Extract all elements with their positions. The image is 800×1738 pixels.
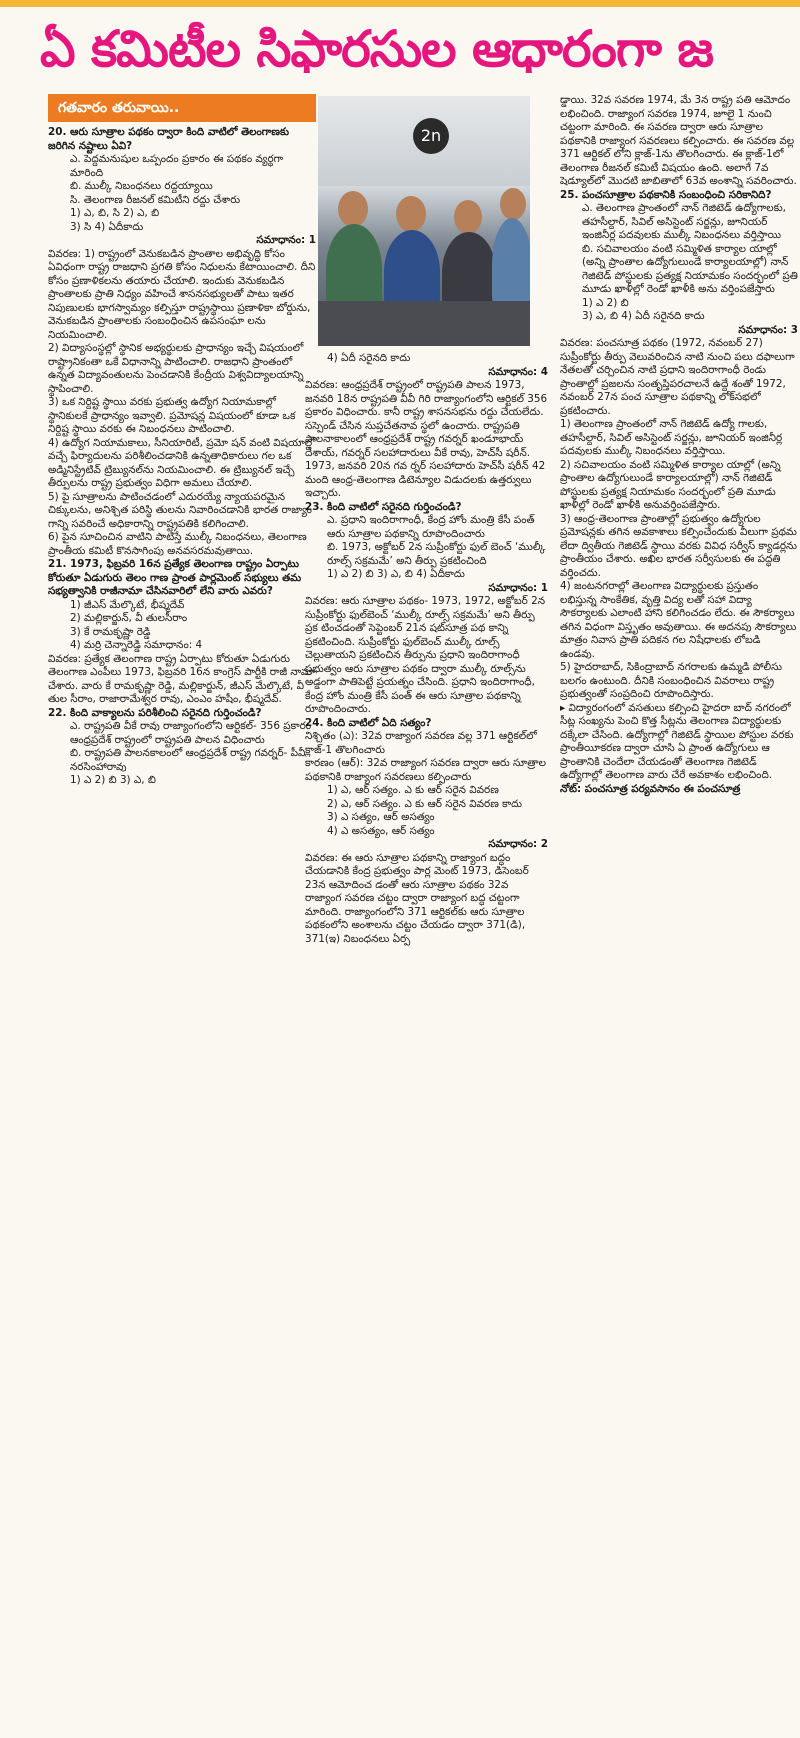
question-text: 23. కింది వాటిలో సరైనది గుర్తించండి? [305, 500, 462, 513]
option-text: 4) మర్రి చెన్నారెడ్డి సమాధానం: 4 [70, 639, 203, 651]
explanation-paragraph: డ్డాయి. 32వ సవరణ 1974, మే 3న రాష్ట్ర పతి ఆమోదం లభించింది. రాజ్యాంగ సవరణ 1974, జూలై 1 నుంచి చట్టంగా మారింది. ఈ సవరణ ద్వారా ఆరు సూత్రాల పథకానికి రాజ్యాంగ సవరణలు కల్పించారు. ఈ సవరణ వల్ల 371 ఆర్టికల్ లోని క్లాజ్-1ను తొలగించారు. ఈ క్లాజ్-1లో తెలంగాణ రీజనల్ కమిటీ విషయం ఉంది. అలాగే 7వ షెడ్యూల్‌లో మొదటి జాబితాలో 63వ అంశాన్ని సవరించారు. [560, 94, 797, 187]
option-text: 1) ఎ 2) బి 3) ఎ, బి 4) ఏదీకాదు [327, 568, 465, 580]
option-text: 1) ఎ 2) బి 3) ఎ, బి [70, 774, 156, 786]
article-column-1 [48, 94, 316, 1480]
column-3-body [560, 94, 798, 796]
option-text: 2) ఎ, ఆర్ సత్యం. ఎ కు ఆర్ సరైన వివరణ కాదు [327, 797, 523, 810]
explanation-paragraph: కారణం (ఆర్): 32వ రాజ్యాంగ సవరణ ద్వారా ఆరు సూత్రాల పథకానికి రాజ్యాంగ సవరణలు కల్పించారు [305, 757, 547, 783]
option-text: 1) ఎ, ఆర్ సత్యం. ఎ కు ఆర్ సరైన వివరణ [327, 784, 499, 796]
option-text: బి. ముల్కీ నిబంధనలు రద్దయ్యాయి [70, 180, 213, 192]
option-text: ఎ. తెలంగాణ ప్రాంతంలో నాన్ గెజిటెడ్ ఉద్యోగాలకు, తహసీల్దార్, సివిల్ అసిస్టెంట్ సర్జన్లు, జూనియర్ ఇంజినీర్ల పదవులకు ముల్కీ నిబంధనలు వర్తిస్తాయి [582, 202, 786, 241]
option-text: బి. 1973, అక్టోబర్ 2న సుప్రీంకోర్టు ఫుల్ బెంచ్ ‘ముల్కీ రూల్స్ సక్రమమే’ అని తీర్పు ప్రకటించింది [327, 541, 546, 567]
explanation-paragraph: 4) జంటనగరాల్లో తెలంగాణ విద్యార్థులకు ప్రస్తుతం లభిస్తున్న సాంకేతిక, వృత్తి విద్య లతో సహా విద్యా సౌకర్యాలకు ఎలాంటి హాని కలిగించడం లేదు. ఈ సౌకర్యాలు తగిన విధంగా విస్తృతం అవుతాయి. ఈ అదనపు సౌకర్యాలు మాత్రం నివాస ప్రాతి పదికన గల నిషేధాలకు లోబడి ఉండవు. [560, 580, 797, 660]
option-text: 3) ఎ, బి 4) ఏదీ సరైనది కాదు [582, 310, 705, 322]
classroom-photo [318, 96, 530, 346]
question-text: 21. 1973, ఫిబ్రవరి 16న ప్రత్యేక తెలంగాణ రాష్ట్రం ఏర్పాటు కోరుతూ ఏడుగురు తెలం గాణ ప్రాంత పార్లమెంట్ సభ్యులు తమ సభ్యత్వానికి రాజీనామా చేసినవారిలో లేని వారు ఎవరు? [48, 558, 302, 597]
option-text: 2) మల్లికార్జున్, వీ తులసీరాం [70, 612, 188, 624]
option-text: 3) ఎ సత్యం, ఆర్ అసత్యం [327, 811, 435, 823]
explanation-paragraph: వివరణ: ప్రత్యేక తెలంగాణ రాష్ట్ర ఏర్పాటు కోరుతూ ఏడుగురు తెలంగాణ ఎంపీలు 1973, ఫిబ్రవరి 16న కాంగ్రెస్ పార్టీకి రాజీ నామా చేశారు. వారు కే రామకృష్ణా రెడ్డి, మల్లికార్జున్, జీఎస్ మేల్కొటే, వీ తుల సీరాం, రాజారామేశ్వర రావు, ఎంఎం హషీం, భీష్మదేవ్. [48, 652, 316, 705]
question-text: 22. కింది వాక్యాలను పరిశీలించి సరైనది గుర్తించండి? [48, 706, 262, 719]
option-text: బి. రాష్ట్రపతి పాలనకాలంలో ఆంధ్రప్రదేశ్ రాష్ట్ర గవర్నర్- పీవీ నరసింహారావు [70, 747, 306, 773]
option-text: సి. తెలంగాణ రీజనల్ కమిటీని రద్దు చేశారు [70, 193, 241, 206]
option-text: 1) ఎ 2) బి [582, 296, 629, 309]
option-text: బి. సచివాలయం వంటి సమ్మిళిత కార్యాల యాల్లో (అన్ని ప్రాంతాల ఉద్యోగులుండే కార్యాలయాల్లో) నాన్ గెజిటెడ్ పోస్టులకు ప్రత్యక్ష నియామకం సందర్భంలో ప్రతి మూడు ఖాళీల్లో రెండో ఖాళీకి అను వర్తింపజేస్తారు [582, 242, 798, 295]
option-text: 4) ఏదీ సరైనది కాదు [327, 352, 411, 364]
student-head [454, 200, 482, 234]
photo-desk [318, 301, 530, 346]
explanation-paragraph: 3) ఆంధ్ర-తెలంగాణ ప్రాంతాల్లో ప్రభుత్వం ఉద్యోగుల ప్రమోషన్లకు తగిన అవకాశాలు కల్పించేందుకు వీలుగా ప్రథమ లేదా ద్వితీయ గెజిటెడ్ స్థాయి వరకు వివిధ సర్వీస్ క్యాడర్లను ప్రాంతీయం చేశారు. అఖిల భారత సర్వీసులకు ఈ పద్ధతి వర్తించదు. [560, 512, 797, 579]
article-column-3 [560, 94, 798, 1480]
question-text: 24. కింది వాటిలో ఏది సత్యం? [305, 716, 432, 729]
explanation-paragraph: ▸ విద్యారంగంలో వసతులు కల్పించి హైదరా బాద్ నగరంలో సీట్ల సంఖ్యను పెంచి కొత్త సీట్లను తెలంగాణ విద్యార్థులకు దక్కేలా చేసింది. ఉద్యోగాల్లో గెజిటెడ్ స్థాయిల పోస్టుల వరకు ప్రాంతీయీకరణ ద్వారా చూసి ఏ ప్రాంత ఉద్యోగులు ఆ ప్రాంతానికి చెందేలా చేయడంతో తెలంగాణ గెజిటెడ్ ఉద్యోగాల్లో తెలంగాణ వారు చేరే అవకాశం లభించింది. [560, 701, 794, 781]
explanation-paragraph: వివరణ: 1) రాష్ట్రంలో వెనుకబడిన ప్రాంతాల అభివృద్ధి కోసం ఏవిధంగా రాష్ట్ర రాజధాని ప్రగతి కోసం నిధులను కేటాయించాలి. దీని కోసం ప్రణాళికలను తయారు చేయాలి. ఇందుకు వెనుకబడిన ప్రాంతాలకు ప్రాతి నిధ్యం వహించే శాసనసభ్యులతో పాటు ఇతర నిపుణులకు భాగస్వామ్యం కల్పిస్తూ రాష్ట్రస్థాయి ప్రణాళికా బోర్డును, వెనుకబడిన ప్రాంతాలకు సంబంధించిన ఉపసంఘా లను నియమించాలి. [48, 247, 316, 341]
option-text: ఎ. ప్రధాని ఇందిరాగాంధీ, కేంద్ర హోం మంత్రి కేసీ పంత్ ఆరు సూత్రాల పథకాన్ని రూపొందించారు [327, 514, 535, 540]
explanation-paragraph: 6) పైన సూచించిన వాటిని పాటిస్తే ముల్కీ నిబంధనలు, తెలంగాణ ప్రాంతీయ కమిటీ కొనసాగింపు అనవసరమవుతాయి. [48, 531, 307, 557]
option-text: 3) సి 4) ఏదీకాదు [70, 220, 144, 233]
explanation-paragraph: 5) పై సూత్రాలను పాటించడంలో ఎదురయ్యే న్యాయపరమైన చిక్కులను, అనిశ్చిత పరిస్థి తులను నివారించడానికి భారత రాజ్యాం గాన్ని సవరించే అధికారాన్ని రాష్ట్రపతికి కలిగించాలి. [48, 490, 312, 530]
question-text: 25. పంచసూత్రాల పథకానికి సంబంధించి సరికానిది? [560, 188, 772, 201]
student [492, 218, 530, 314]
option-text: 1) ఎ, బి, సి 2) ఎ, బి [70, 207, 160, 219]
option-text: 4) ఎ అసత్యం, ఆర్ సత్యం [327, 824, 435, 837]
explanation-paragraph: 5) హైదరాబాద్, సికింద్రాబాద్ నగరాలకు ఉమ్మడి పోలీసు బలగం ఉంటుంది. దీనికి సంబంధించిన వివరాలు రాష్ట్ర ప్రభుత్వంతో సంప్రదించి రూపొందిస్తారు. [560, 661, 782, 700]
column-1-body [48, 126, 316, 788]
answer-text: సమాధానం: 2 [488, 838, 548, 850]
page-headline: ఏ కమిటీల సిఫారసుల ఆధారంగా జ [40, 20, 713, 78]
column-2-body [305, 352, 548, 946]
explanation-paragraph: 1) తెలంగాణ ప్రాంతంలో నాన్ గెజిటెడ్ ఉద్యో గాలకు, తహసీల్దార్, సివిల్ అసిస్టెంట్ సర్జన్లు, జూనియర్ ఇంజినీర్ల పదవులకు ముల్కీ నిబంధనలు వర్తిస్తాయి. [560, 418, 783, 457]
explanation-paragraph: 2) సచివాలయం వంటి సమ్మిళిత కార్యాల యాల్లో (అన్ని ప్రాంతాల ఉద్యోగులుండే కార్యాలయాల్లో) నాన్ గెజిటెడ్ పోస్టులకు ప్రత్యక్ష నియామకం సందర్భంలో ప్రతి మూడు ఖాళీల్లో రెండో ఖాళీకి అనువర్తింపజేస్తారు. [560, 458, 781, 511]
photo-wall-logo: 2n [413, 118, 449, 154]
note-text: నోట్: పంచసూత్ర పర్యవసానం ఈ పంచసూత్ర [560, 782, 741, 795]
explanation-paragraph: వివరణ: ఈ ఆరు సూత్రాల పథకాన్ని రాజ్యాంగ బద్ధం చేయడానికి కేంద్ర ప్రభుత్వం పార్ల మెంట్ 1973, డిసెంబర్ 23న ఆమోదించ డంతో ఆరు సూత్రాల పథకం 32వ రాజ్యాంగ సవరణ చట్టం ద్వారా రాజ్యాంగ బద్ధ చట్టంగా మారింది. రాజ్యాంగంలోని 371 ఆర్టికల్‌కు ఆరు సూత్రాల పథకంలోని అంశాలను చట్టం చేయడం ద్వారా 371(డి), 371(ఇ) నిబంధనలు ఏర్ప [305, 851, 529, 945]
section-title: గతవారం తరువాయి.. [48, 94, 316, 122]
explanation-paragraph: వివరణ: ఆరు సూత్రాల పథకం- 1973, 1972, అక్టోబర్ 2న సుప్రీంకోర్టు ఫుల్‌బెంచ్ ‘ముల్కీ రూల్స్ సక్రమమే’ అని తీర్పు ప్రక టించడంతో సెప్టెంబర్ 21న షట్‌సూత్ర పథ కాన్ని ప్రకటించింది. సుప్రీంకోర్టు ఫుల్‌బెంచ్ ముల్కీ రూల్స్ చెల్లుతాయని ప్రకటించిన తీర్పును ప్రధాని ఇందిరాగాంధీ ప్రభుత్వం ఆరు సూత్రాల పథకం ద్వారా ముల్కీ రూల్స్‌ను అడ్డంగా పాతిపెట్టే ప్రయత్నం చేసింది. ప్రధాని ఇందిరాగాంధీ, కేంద్ర హోం మంత్రి కేసీ పంత్ ఈ ఆరు సూత్రాల పథకాన్ని రూపొందించారు. [305, 595, 545, 715]
student-head [338, 191, 368, 227]
option-text: 3) కే రామకృష్ణా రెడ్డి [70, 625, 151, 638]
student-head [500, 188, 526, 220]
student-head [396, 196, 426, 232]
explanation-paragraph: 2) విద్యాసంస్థల్లో స్థానిక అభ్యర్థులకు ప్రాధాన్యం ఇచ్చే విషయంలో రాష్ట్రానికంతా ఒకే విధానాన్ని పాటించాలి. రాజధాని ప్రాంతంలో ఉన్నత విద్యావంతులను పెంచడానికి కేంద్రీయ విశ్వవిద్యాలయాన్ని స్థాపించాలి. [48, 342, 304, 395]
answer-text: సమాధానం: 3 [738, 323, 798, 336]
explanation-paragraph: నిశ్చితం (ఎ): 32వ రాజ్యాంగ సవరణ వల్ల 371 ఆర్టికల్‌లో క్లాజ్-1 తొలగించారు [305, 730, 537, 756]
explanation-paragraph: 4) ఉద్యోగ నియామకాలు, సీనియారిటీ, ప్రమో షన్ వంటి విషయాల్లో వచ్చే ఫిర్యాదులను పరిశీలించడానికి ఉన్నతాధికారులు గల ఒక అడ్మినిస్ట్రేటివ్ ట్రిబ్యునల్‌ను నియమించాలి. ఈ ట్రిబ్యునల్ ఇచ్చే తీర్పులను రాష్ట్ర ప్రభుత్వం విధిగా అమలు చేయాలి. [48, 436, 316, 489]
answer-text: సమాధానం: 4 [488, 365, 548, 378]
question-text: 20. ఆరు సూత్రాల పథకం ద్వారా కింది వాటిలో తెలంగాణకు జరిగిన నష్టాలు ఏవి? [48, 126, 289, 152]
explanation-paragraph: వివరణ: పంచసూత్ర పథకం (1972, నవంబర్ 27) సుప్రీంకోర్టు తీర్పు వెలువరించిన నాటి నుంచి పలు దఫాలుగా నేతలతో చర్చించిన నాటి ప్రధాని ఇందిరాగాంధీ రెండు ప్రాంతాల్లో ప్రజలను సంతృప్తిపరచాలనే ఉద్దే శంతో 1972, నవంబర్ 27న పంచ సూత్రాల పథకాన్ని లోక్‌సభలో ప్రకటించారు. [560, 337, 795, 417]
answer-text: సమాధానం: 1 [488, 581, 548, 594]
article-column-2 [305, 352, 548, 1738]
top-accent-bar [0, 0, 800, 7]
answer-text: సమాధానం: 1 [256, 234, 316, 246]
option-text: 1) జీఎస్ మేల్కొటే, భీష్మదేవ్ [70, 598, 185, 611]
option-text: ఎ. రాష్ట్రపతి వీకే రావు రాజ్యాంగంలోని ఆర్టికల్- 356 ప్రకారం ఆంధ్రప్రదేశ్ రాష్ట్రంలో రాష్ట్రపతి పాలన విధించారు [70, 720, 312, 746]
option-text: ఎ. పెద్దమనుషుల ఒప్పందం ప్రకారం ఈ పథకం వ్యర్థగా మారింది [70, 153, 284, 179]
explanation-paragraph: వివరణ: ఆంధ్రప్రదేశ్ రాష్ట్రంలో రాష్ట్రపతి పాలన 1973, జనవరి 18న రాష్ట్రపతి వీవీ గిరి రాజ్యాంగంలోని ఆర్టికల్ 356 ప్రకారం విధించారు. కానీ రాష్ట్ర శాసనసభను రద్దు చేయలేదు. సస్పెండ్ చేసిన సుప్తచేతనావ స్థలో ఉంచారు. రాష్ట్రపతి పాలనాకాలంలో ఆంధ్రప్రదేశ్ రాష్ట్ర గవర్నర్ ఖండూభాయ్ దేశాయ్, గవర్నర్ సలహాదారులు వీకే రావు, హెచ్‌సీ షరీన్. 1973, జనవరి 20న గవ ర్నర్ సలహాదారు హెచ్‌సీ షరీన్ 42 మంది ఆంధ్ర-తెలంగాణ డిటెన్యూల విడుదలకు ఉత్తర్వులు ఇచ్చారు. [305, 379, 548, 499]
explanation-paragraph: 3) ఒక నిర్దిష్ట స్థాయి వరకు ప్రభుత్వ ఉద్యోగ నియామకాల్లో స్థానికులకే ప్రాధాన్యం ఇవ్వాలి. ప్రమోషన్ల విషయంలో కూడా ఒక నిర్దిష్ట స్థాయి వరకు ఈ నిబంధనలు పాటించాలి. [48, 396, 296, 435]
